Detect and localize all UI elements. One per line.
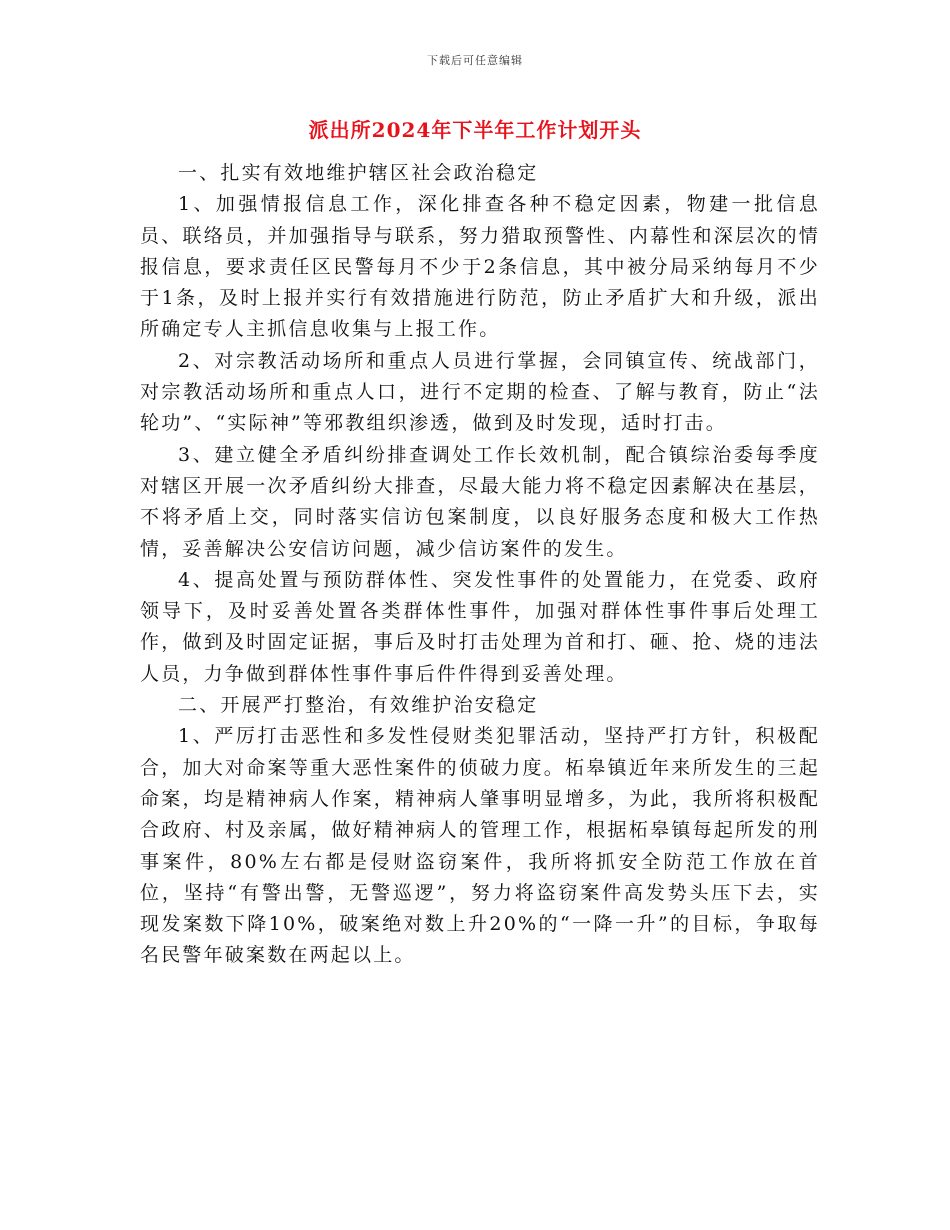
page-header: 下载后可任意编辑	[427, 54, 523, 67]
paragraph: 2、对宗教活动场所和重点人员进行掌握，会同镇宣传、统战部门，对宗教活动场所和重点人口，进行不定期的检查、了解与教育，防止“法轮功”、“实际神”等邪教组织渗透，做到及时发现，适时打击。	[140, 349, 820, 435]
paragraph: 1、加强情报信息工作，深化排查各种不稳定因素，物建一批信息员、联络员，并加强指导与联系，努力猎取预警性、内幕性和深层次的情报信息，要求责任区民警每月不少于2条信息，其中被分局采纳每月不少于1条，及时上报并实行有效措施进行防范，防止矛盾扩大和升级，派出所确定专人主抓信息收集与上报工作。	[140, 193, 820, 341]
document-body	[140, 158, 820, 972]
document-title: 派出所2024年下半年工作计划开头	[308, 118, 642, 142]
section-heading: 二、开展严打整治，有效维护治安稳定	[178, 694, 539, 717]
paragraph: 3、建立健全矛盾纠纷排查调处工作长效机制，配合镇综治委每季度对辖区开展一次矛盾纠纷大排查，尽最大能力将不稳定因素解决在基层，不将矛盾上交，同时落实信访包案制度，以良好服务态度和极大工作热情，妥善解决公安信访问题，减少信访案件的发生。	[140, 443, 820, 560]
paragraph: 4、提高处置与预防群体性、突发性事件的处置能力，在党委、政府领导下，及时妥善处置各类群体性事件，加强对群体性事件事后处理工作，做到及时固定证据，事后及时打击处理为首和打、砸、抢、烧的违法人员，力争做到群体性事件事后件件得到妥善处理。	[140, 568, 820, 685]
section-heading: 一、扎实有效地维护辖区社会政治稳定	[178, 162, 539, 184]
paragraph: 1、严厉打击恶性和多发性侵财类犯罪活动，坚持严打方针，积极配合，加大对命案等重大恶性案件的侦破力度。柘皋镇近年来所发生的三起命案，均是精神病人作案，精神病人肇事明显增多，为此，我所将积极配合政府、村及亲属，做好精神病人的管理工作，根据柘皋镇每起所发的刑事案件，80%左右都是侵财盗窃案件，我所将抓安全防范工作放在首位，坚持“有警出警，无警巡逻”，努力将盗窃案件高发势头压下去，实现发案数下降10%，破案绝对数上升20%的“一降一升”的目标，争取每名民警年破案数在两起以上。	[140, 725, 820, 967]
